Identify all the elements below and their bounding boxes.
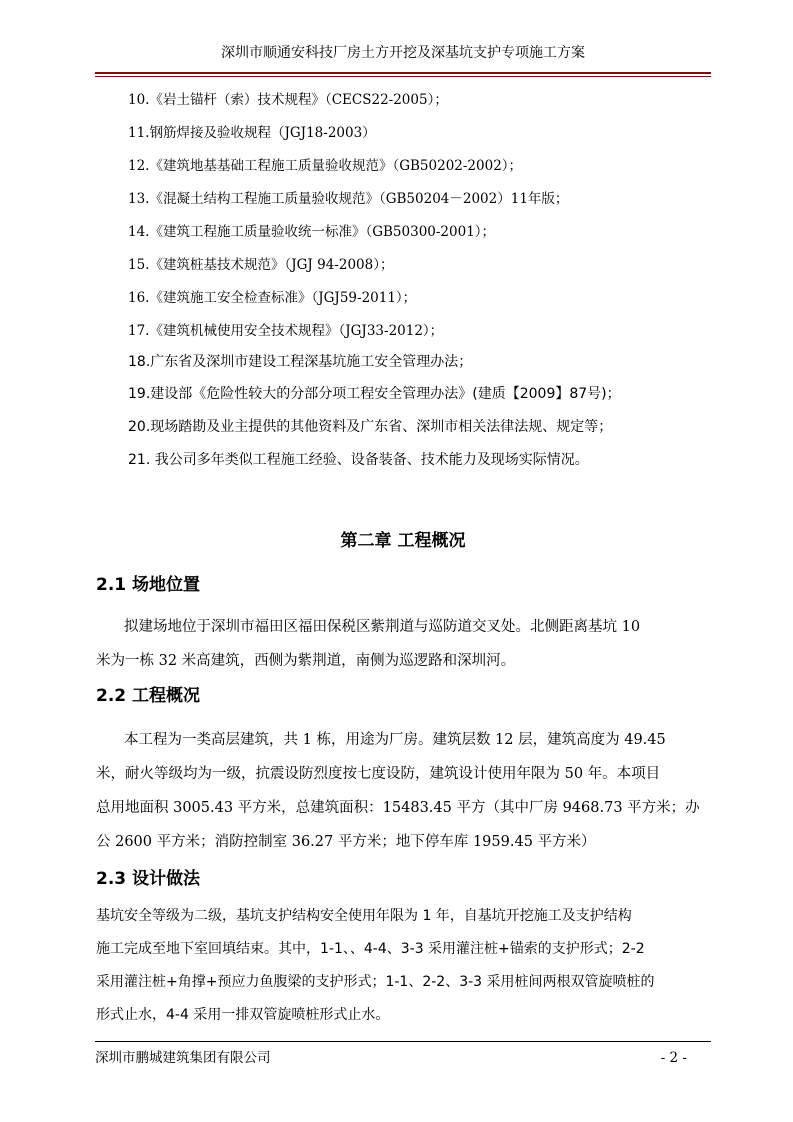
paragraph-line: 拟建场地位于深圳市福田区福田保税区紫荆道与巡防道交叉处。北侧距离基坑 10: [124, 619, 641, 635]
footer-rule: [95, 1041, 711, 1042]
footer-company: 深圳市鹏城建筑集团有限公司: [95, 1050, 271, 1066]
paragraph-line: 施工完成至地下室回填结束。其中，1-1、、4-4、3-3 采用灌注桩+锚索的支护形式；2-2: [96, 941, 645, 957]
paragraph-line: 米，耐火等级均为一级，抗震设防烈度按七度设防，建筑设计使用年限为 50 年。本项目: [96, 766, 661, 782]
reference-item: 18.广东省及深圳市建设工程深基坑施工安全管理办法；: [128, 354, 473, 370]
reference-item: 21. 我公司多年类似工程施工经验、设备装备、技术能力及现场实际情况。: [128, 452, 589, 468]
reference-item: 13.《混凝土结构工程施工质量验收规范》（GB50204－2002）11年版；: [128, 191, 569, 207]
section-heading-2-3: 2.3 设计做法: [96, 869, 201, 889]
paragraph-line: 基坑安全等级为二级，基坑支护结构安全使用年限为 1 年，自基坑开挖施工及支护结构: [96, 908, 632, 924]
reference-item: 10.《岩土锚杆（索）技术规程》（CECS22-2005）；: [128, 92, 448, 108]
reference-item: 15.《建筑桩基技术规范》（JGJ 94-2008）；: [128, 257, 394, 273]
paragraph-line: 采用灌注桩+角撑+预应力鱼腹梁的支护形式；1-1、2-2、3-3 采用桩间两根双管旋喷桩的: [96, 974, 655, 990]
reference-item: 12.《建筑地基基础工程施工质量验收规范》（GB50202-2002）；: [128, 158, 523, 174]
paragraph-line: 米为一栋 32 米高建筑，西侧为紫荆道，南侧为巡逻路和深圳河。: [96, 653, 516, 669]
reference-item: 14.《建筑工程施工质量验收统一标准》（GB50300-2001）；: [128, 224, 496, 240]
paragraph-line: 公 2600 平方米；消防控制室 36.27 平方米；地下停车库 1959.45 平方米）: [96, 834, 596, 850]
reference-item: 19.建设部《危险性较大的分部分项工程安全管理办法》(建质【2009】87号)；: [128, 386, 621, 402]
paragraph-line: 本工程为一类高层建筑，共 1 栋，用途为厂房。建筑层数 12 层，建筑高度为 49.45: [124, 732, 666, 748]
header-rule-thin: [95, 76, 711, 77]
section-heading-2-1: 2.1 场地位置: [96, 575, 201, 595]
section-heading-2-2: 2.2 工程概况: [96, 686, 201, 706]
page-header-title: 深圳市顺通安科技厂房土方开挖及深基坑支护专项施工方案: [221, 45, 585, 61]
chapter-title: 第二章 工程概况: [340, 531, 466, 551]
paragraph-line: 形式止水，4-4 采用一排双管旋喷桩形式止水。: [96, 1007, 390, 1023]
header-rule-thick: [95, 72, 711, 74]
reference-item: 11.钢筋焊接及验收规程（JGJ18-2003）: [128, 125, 376, 141]
reference-item: 20.现场踏勘及业主提供的其他资料及广东省、深圳市相关法律法规、规定等；: [128, 419, 613, 435]
paragraph-line: 总用地面积 3005.43 平方米，总建筑面积：15483.45 平方（其中厂房 9468.73 平方米；办: [96, 800, 700, 816]
reference-item: 16.《建筑施工安全检查标准》（JGJ59-2011）；: [128, 290, 417, 306]
reference-item: 17.《建筑机械使用安全技术规程》（JGJ33-2012）；: [128, 323, 444, 339]
page-number: - 2 -: [660, 1050, 687, 1066]
